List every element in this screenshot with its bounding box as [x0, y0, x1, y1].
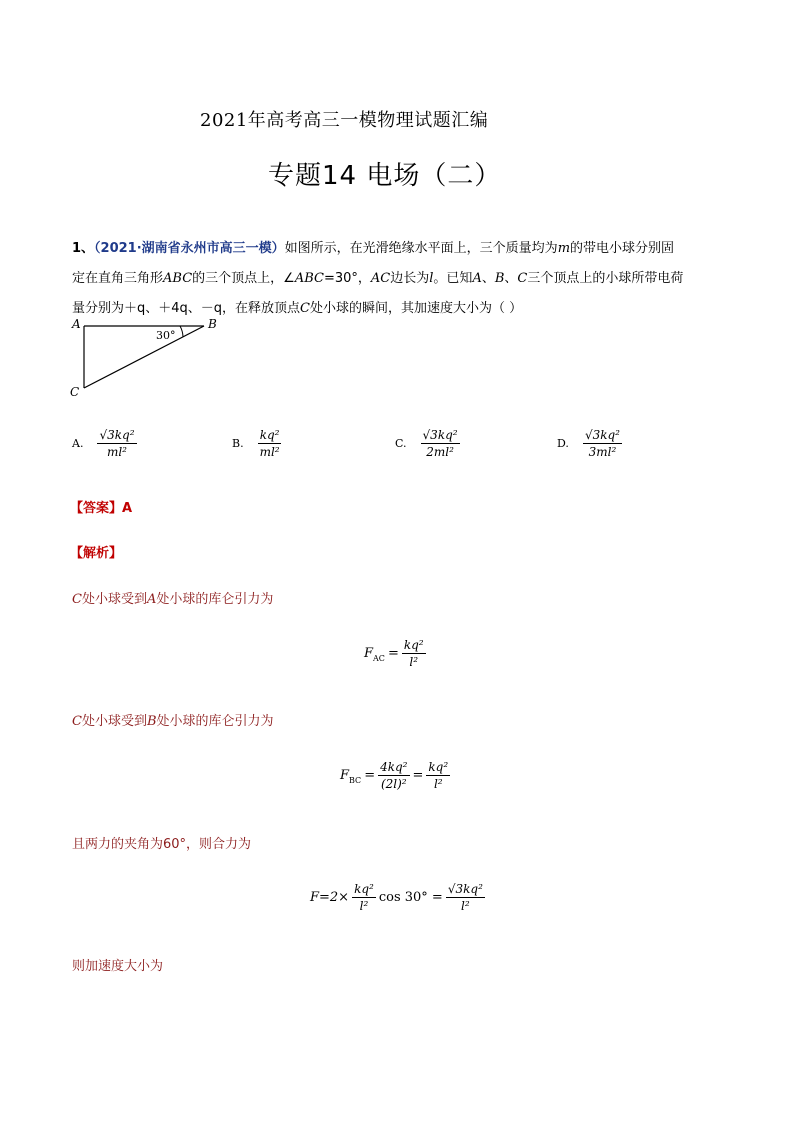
analysis-step-3: 且两力的夹角为60°，则合力为	[72, 837, 252, 852]
answer-label: 【答案】A	[70, 501, 133, 516]
option-b: B. $\frac{\text{kq²}}{\text{ml²}}$	[232, 428, 280, 459]
question-line-1: 1、（2021·湖南省永州市高三一模）如图所示，在光滑绝缘水平面上，三个质量均为m的带电小球分别固	[72, 241, 675, 256]
vertex-label-a: A	[72, 317, 81, 331]
series-title: 2021年高考高三一模物理试题汇编	[200, 110, 489, 131]
triangle-figure	[64, 312, 234, 404]
option-a: A. $\frac{\text{√3kq²}}{\text{ml²}}$	[72, 428, 135, 459]
analysis-label: 【解析】	[70, 546, 123, 561]
equation-resultant: F=2× $\frac{\text{kq²}}{\text{l²}}$ cos 30° = $\frac{\text{√3kq²}}{\text{l²}}$	[310, 882, 483, 913]
equation-fbc: F $_{BC}$ = $\frac{\text{4kq²}}{\text{(2l)²}}$ = $\frac{\text{kq²}}{\text{l²}}$	[340, 760, 449, 791]
topic-title: 专题14 电场（二）	[268, 161, 502, 191]
question-number: 1、	[72, 241, 95, 256]
vertex-label-b: B	[208, 317, 217, 331]
analysis-step-2: C处小球受到B处小球的库仑引力为	[72, 714, 274, 729]
question-line-2: 定在直角三角形ABC的三个顶点上，∠ABC=30°，AC边长为l。已知A、B、C三个顶点上的小球所带电荷	[72, 271, 684, 286]
vertex-label-c: C	[70, 385, 80, 399]
question-source: （2021·湖南省永州市高三一模）	[94, 241, 285, 256]
analysis-step-1: C处小球受到A处小球的库仑引力为	[72, 592, 274, 607]
analysis-step-4: 则加速度大小为	[72, 959, 164, 974]
option-c: C. $\frac{\text{√3kq²}}{\text{2ml²}}$	[395, 428, 458, 459]
option-d: D. $\frac{\text{√3kq²}}{\text{3ml²}}$	[557, 428, 620, 459]
angle-label: 30°	[156, 329, 176, 342]
equation-fac: F $_{AC}$ = $\frac{\text{kq²}}{\text{l²}}$	[364, 638, 424, 669]
question-line-3: 量分别为＋q、＋4q、－q，在释放顶点C处小球的瞬间，其加速度大小为（ ）	[72, 301, 523, 316]
